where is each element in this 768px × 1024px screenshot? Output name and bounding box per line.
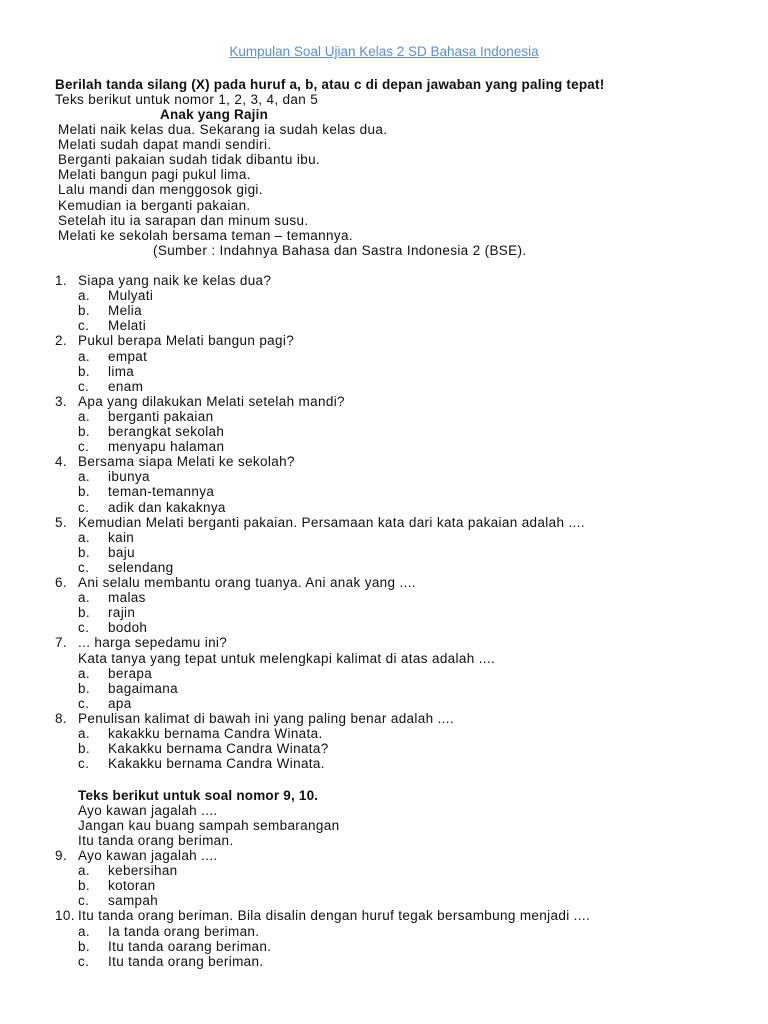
option-letter: c.: [78, 439, 90, 455]
option-letter: b.: [78, 544, 90, 560]
option-text: lima: [108, 363, 135, 379]
option-letter: b.: [78, 878, 90, 894]
option-letter: a.: [78, 665, 90, 681]
option-text: Kakakku bernama Candra Winata.: [108, 756, 325, 772]
question-number: 9.: [55, 848, 67, 863]
option-text: Mulyati: [108, 288, 154, 304]
passage-line: Lalu mandi dan menggosok gigi.: [58, 182, 263, 198]
passage-line: Melati sudah dapat mandi sendiri.: [58, 137, 272, 153]
option-text: Melati: [108, 318, 147, 334]
option-text: berganti pakaian: [108, 408, 214, 424]
option-text: Ia tanda orang beriman.: [108, 923, 260, 939]
question-number: 1.: [55, 273, 67, 288]
question-text: Itu tanda orang beriman. Bila disalin dengan huruf tegak bersambung menjadi ....: [78, 908, 591, 924]
question-number: 7.: [55, 635, 67, 651]
question-number: 4.: [55, 454, 67, 470]
document-title-link[interactable]: Kumpulan Soal Ujian Kelas 2 SD Bahasa Indonesia: [229, 44, 539, 59]
option-letter: a.: [78, 863, 90, 879]
option-letter: b.: [78, 484, 90, 500]
passage-line: Kemudian ia berganti pakaian.: [58, 197, 251, 213]
option-letter: a.: [78, 408, 90, 424]
option-letter: a.: [78, 923, 90, 939]
question-number: 3.: [55, 393, 67, 409]
option-text: kebersihan: [108, 863, 178, 879]
option-text: selendang: [108, 559, 174, 575]
question-text: Bersama siapa Melati ke sekolah?: [78, 454, 295, 470]
option-text: malas: [108, 590, 146, 606]
option-text: sampah: [108, 893, 159, 909]
question-text: Siapa yang naik ke kelas dua?: [78, 273, 272, 288]
passage-title: Anak yang Rajin: [160, 107, 269, 122]
option-text: bodoh: [108, 620, 148, 636]
question-number: 5.: [55, 514, 67, 530]
question-text: Kata tanya yang tepat untuk melengkapi kalimat di atas adalah ....: [78, 650, 496, 666]
option-letter: a.: [78, 288, 90, 304]
passage2-line: Ayo kawan jagalah ....: [78, 803, 218, 818]
passage2-intro: Teks berikut untuk soal nomor 9, 10.: [78, 788, 319, 803]
option-text: Melia: [108, 303, 143, 319]
option-letter: a.: [78, 590, 90, 606]
passage2-line: Jangan kau buang sampah sembarangan: [78, 818, 340, 834]
passage-line: Setelah itu ia sarapan dan minum susu.: [58, 212, 309, 228]
option-letter: b.: [78, 605, 90, 621]
option-text: rajin: [108, 605, 136, 621]
question-number: 10.: [55, 908, 75, 924]
passage2-line: Itu tanda orang beriman.: [78, 833, 234, 849]
question-text: Apa yang dilakukan Melati setelah mandi?: [78, 393, 345, 409]
option-text: apa: [108, 695, 132, 711]
option-letter: b.: [78, 363, 90, 379]
option-text: ibunya: [108, 469, 150, 485]
option-letter: a.: [78, 469, 90, 485]
option-letter: b.: [78, 424, 90, 439]
option-text: kain: [108, 529, 135, 545]
question-text: ... harga sepedamu ini?: [78, 635, 228, 651]
option-letter: a.: [78, 726, 90, 741]
question-number: 8.: [55, 710, 67, 726]
option-letter: c.: [78, 318, 90, 334]
option-text: empat: [108, 348, 148, 364]
option-text: Itu tanda oarang beriman.: [108, 938, 272, 954]
passage-source: (Sumber : Indahnya Bahasa dan Sastra Indonesia 2 (BSE).: [153, 243, 527, 258]
option-text: enam: [108, 378, 144, 394]
option-text: Kakakku bernama Candra Winata?: [108, 741, 329, 757]
option-letter: a.: [78, 529, 90, 545]
option-letter: b.: [78, 303, 90, 319]
question-text: Pukul berapa Melati bangun pagi?: [78, 333, 295, 349]
option-text: adik dan kakaknya: [108, 499, 226, 515]
option-letter: c.: [78, 378, 90, 394]
option-letter: c.: [78, 953, 90, 969]
passage-line: Berganti pakaian sudah tidak dibantu ibu.: [58, 152, 321, 168]
passage-intro: Teks berikut untuk nomor 1, 2, 3, 4, dan 5: [55, 92, 319, 107]
option-letter: c.: [78, 756, 90, 772]
question-text: Ayo kawan jagalah ....: [78, 848, 218, 863]
option-text: berapa: [108, 665, 153, 681]
passage-line: Melati naik kelas dua. Sekarang ia sudah kelas dua.: [58, 122, 388, 137]
option-text: bagaimana: [108, 680, 178, 696]
option-text: teman-temannya: [108, 484, 215, 500]
option-letter: c.: [78, 695, 90, 711]
passage-line: Melati ke sekolah bersama teman – temannya.: [58, 227, 353, 243]
option-letter: a.: [78, 348, 90, 364]
question-text: Penulisan kalimat di bawah ini yang paling benar adalah ....: [78, 710, 454, 726]
question-number: 2.: [55, 333, 67, 349]
option-letter: c.: [78, 559, 90, 575]
option-text: kakakku bernama Candra Winata.: [108, 726, 323, 741]
option-letter: b.: [78, 938, 90, 954]
option-letter: c.: [78, 893, 90, 909]
option-letter: c.: [78, 620, 90, 636]
option-text: menyapu halaman: [108, 439, 225, 455]
option-text: berangkat sekolah: [108, 424, 225, 439]
question-number: 6.: [55, 575, 67, 590]
option-letter: b.: [78, 680, 90, 696]
question-text: Kemudian Melati berganti pakaian. Persamaan kata dari kata pakaian adalah ....: [78, 514, 585, 530]
question-text: Ani selalu membantu orang tuanya. Ani anak yang ....: [78, 575, 416, 590]
instructions: Berilah tanda silang (X) pada huruf a, b, atau c di depan jawaban yang paling tepat!: [55, 77, 605, 92]
option-text: baju: [108, 544, 135, 560]
option-text: kotoran: [108, 878, 156, 894]
option-letter: c.: [78, 499, 90, 515]
option-text: Itu tanda orang beriman.: [108, 953, 264, 969]
passage-line: Melati bangun pagi pukul lima.: [58, 167, 251, 183]
option-letter: b.: [78, 741, 90, 757]
